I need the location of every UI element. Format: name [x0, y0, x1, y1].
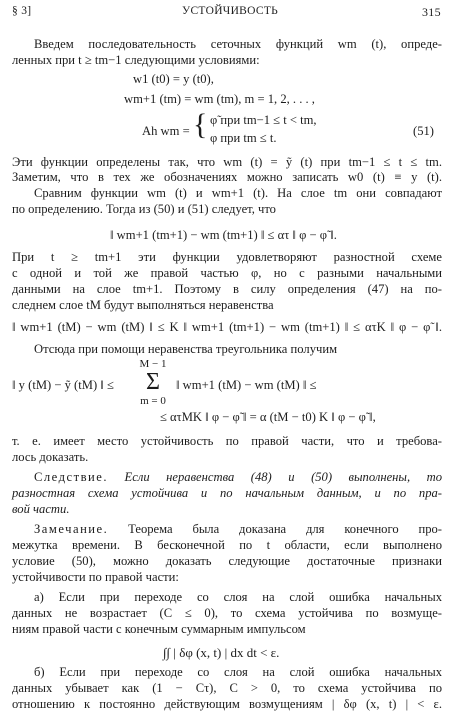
- sum-symbol: Σ: [146, 369, 160, 395]
- page-number: 315: [422, 5, 441, 19]
- remark-text: Теорема была доказана для конечного про-: [108, 522, 442, 536]
- corollary-line: [12, 470, 442, 485]
- text-line: т. е. имеет место устойчивость по правой части, что и требова-: [12, 434, 442, 448]
- corollary-line: [12, 486, 442, 501]
- brace-symbol: {: [193, 108, 208, 141]
- text-line: лось доказать.: [12, 450, 89, 464]
- text-line: Заметим, что в тех же обозначениях можно записать w0 (t) ≡ y (t).: [12, 170, 442, 184]
- remark-line: устойчивости по правой части:: [12, 570, 179, 584]
- equation-stability-result: ≤ ατMK ‖ φ − φ̃ ‖ = α (tM − t0) K ‖ φ − φ̃ ‖,: [160, 410, 376, 424]
- equation-number-51: (51): [413, 124, 434, 138]
- text-line: Отсюда при помощи неравенства треугольника получим: [34, 342, 338, 356]
- equation-sum-rhs: ‖ wm+1 (tM) − wm (tM) ‖ ≤: [176, 378, 317, 392]
- remark-line: межутка времени. В бесконечной по t области, если выполнено: [12, 538, 442, 552]
- sum-lower-limit: m = 0: [140, 395, 166, 407]
- remark-line: условие (50), можно доказать следующие достаточные признаки: [12, 554, 442, 568]
- corollary-line: [12, 502, 69, 517]
- equation-final-layer: ‖ wm+1 (tM) − wm (tM) ‖ ≤ K ‖ wm+1 (tm+1) − wm (tm+1) ‖ ≤ ατK ‖ φ − φ̃ ‖.: [12, 320, 442, 334]
- item-a-line: данных не возрастает (C ≤ 0), то схема устойчива по возмуще-: [12, 606, 442, 620]
- item-b-line: данных убывает как (1 − Cτ), C > 0, то схема устойчива по: [12, 681, 442, 695]
- corollary-label: Следствие.: [34, 470, 109, 484]
- equation-51-case2: φ при tm ≤ t.: [210, 131, 277, 145]
- item-a-line: а) Если при переходе со слоя на слой ошибка начальных: [34, 590, 442, 604]
- running-title: УСТОЙЧИВОСТЬ: [182, 5, 279, 17]
- corollary-text: разностная схема устойчива и по начальным данным, и по пра-: [12, 486, 442, 500]
- item-b-line: б) Если при переходе со слоя на слой ошибка начальных: [34, 665, 442, 679]
- section-label: § 3]: [12, 5, 32, 17]
- equation-51-lhs: Ah wm =: [142, 124, 190, 138]
- text-line: с одной и той же правой частью φ, но с разными начальными: [12, 266, 442, 280]
- corollary-text: вой части.: [12, 502, 70, 516]
- text-line: по определению. Тогда из (50) и (51) следует, что: [12, 202, 276, 216]
- text-line: Введем последовательность сеточных функций wm (t), опреде-: [34, 37, 442, 51]
- text-line: данными на слое tm+1. Поэтому в силу определения (47) на по-: [12, 282, 442, 296]
- equation-layer-bound: ‖ wm+1 (tm+1) − wm (tm+1) ‖ ≤ ατ ‖ φ − φ̃ ‖.: [110, 228, 337, 242]
- remark-label: Замечание.: [34, 522, 109, 536]
- remark-line: [12, 522, 442, 537]
- equation-impulse: ∫∫ | δφ (x, t) | dx dt < ε.: [163, 645, 280, 660]
- text-line: ленных при t ≥ tm−1 следующими условиями:: [12, 53, 260, 67]
- equation-initial: w1 (t0) = y (t0),: [133, 72, 214, 86]
- text-line: следнем слое tM будут выполняться неравенства: [12, 298, 274, 312]
- equation-continuity: wm+1 (tm) = wm (tm), m = 1, 2, . . . ,: [124, 92, 315, 106]
- item-b-line: отношению к постоянно действующим возмущениям | δφ (x, t) | < ε.: [12, 697, 442, 711]
- corollary-text: Если неравенства (48) и (50) выполнены, то: [108, 470, 442, 484]
- equation-51-case1: φ̃ при tm−1 ≤ t < tm,: [210, 113, 317, 127]
- sum-upper-limit: M − 1: [139, 358, 167, 370]
- equation-sum-lhs: ‖ y (tM) − ỹ (tM) ‖ ≤: [12, 378, 114, 392]
- text-line: При t ≥ tm+1 эти функции удовлетворяют разностной схеме: [12, 250, 442, 264]
- text-line: Эти функции определены так, что wm (t) = ỹ (t) при tm−1 ≤ t ≤ tm.: [12, 155, 442, 169]
- item-a-line: ниям правой части с конечным суммарным импульсом: [12, 622, 306, 636]
- text-line: Сравним функции wm (t) и wm+1 (t). На слое tm они совпадают: [34, 186, 442, 200]
